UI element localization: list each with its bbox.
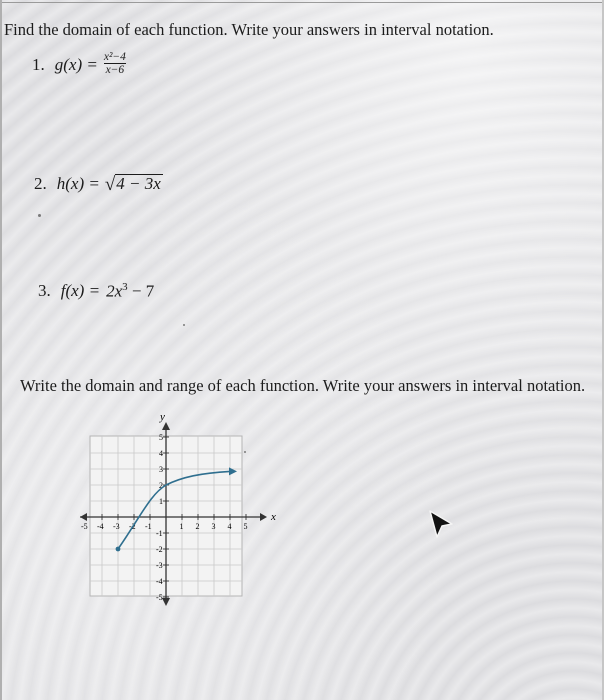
paper-speck xyxy=(183,324,185,326)
problem-1-lhs: g(x) = xyxy=(54,54,98,74)
problem-3-rhs-tail: − 7 xyxy=(127,281,155,301)
problem-1-denominator: x−6 xyxy=(105,64,125,77)
problem-2-number: 2. xyxy=(34,174,47,193)
y-tick-label: -3 xyxy=(156,561,163,570)
y-axis-label: y xyxy=(160,411,165,423)
x-tick-label: -2 xyxy=(129,522,136,531)
y-tick-label: -4 xyxy=(156,577,163,586)
curve-start-point xyxy=(116,547,121,552)
radical-sign-icon: √ xyxy=(104,173,116,195)
top-edge-line xyxy=(0,2,604,3)
x-tick-label: 4 xyxy=(227,522,232,531)
problem-1-fraction xyxy=(104,51,126,76)
problem-3-lhs: f(x) = xyxy=(60,281,101,301)
x-tick-label: 5 xyxy=(243,522,248,531)
problem-2 xyxy=(34,174,163,194)
left-edge-line xyxy=(0,0,2,700)
y-tick-label: -2 xyxy=(156,545,163,554)
problem-2-lhs: h(x) = xyxy=(56,174,100,193)
domain-range-instructions: Write the domain and range of each function. Write your answers in interval notation. xyxy=(20,376,586,395)
problem-2-radical xyxy=(105,174,163,194)
x-tick-label: -1 xyxy=(145,522,152,531)
paper-speck xyxy=(38,214,41,217)
paper-speck xyxy=(244,451,246,453)
y-tick-label: 1 xyxy=(159,497,163,506)
problem-3-rhs xyxy=(106,281,154,302)
problem-1-numerator: x²−4 xyxy=(103,51,126,63)
mouse-pointer-icon xyxy=(426,508,456,542)
problem-2-radicand: 4 − 3x xyxy=(116,174,161,194)
x-tick-label: -4 xyxy=(97,522,104,531)
problem-3 xyxy=(38,281,154,302)
x-tick-label: 1 xyxy=(179,522,184,531)
problem-3-exponent: 3 xyxy=(122,281,128,293)
problem-1 xyxy=(32,52,126,77)
x-tick-label: 2 xyxy=(195,522,200,531)
x-tick-label: -5 xyxy=(81,522,88,531)
problem-3-number: 3. xyxy=(38,281,51,301)
x-tick-label: -3 xyxy=(113,522,120,531)
problem-3-rhs-base: 2x xyxy=(106,281,123,301)
y-axis-down-arrow-icon xyxy=(162,598,170,606)
function-graph xyxy=(74,408,274,608)
y-tick-label: -5 xyxy=(156,593,163,602)
domain-instructions: Find the domain of each function. Write your answers in interval notation. xyxy=(4,20,494,39)
y-tick-label: 5 xyxy=(159,433,163,442)
y-tick-label: 2 xyxy=(159,481,163,490)
y-tick-label: -1 xyxy=(156,529,163,538)
y-axis-arrow-icon xyxy=(162,422,170,430)
x-axis-label: x xyxy=(271,511,276,523)
y-tick-label: 3 xyxy=(159,465,163,474)
x-tick-label: 3 xyxy=(211,522,216,531)
y-tick-label: 4 xyxy=(159,449,163,458)
x-axis-arrow-icon xyxy=(260,513,267,521)
problem-1-number: 1. xyxy=(32,54,45,74)
